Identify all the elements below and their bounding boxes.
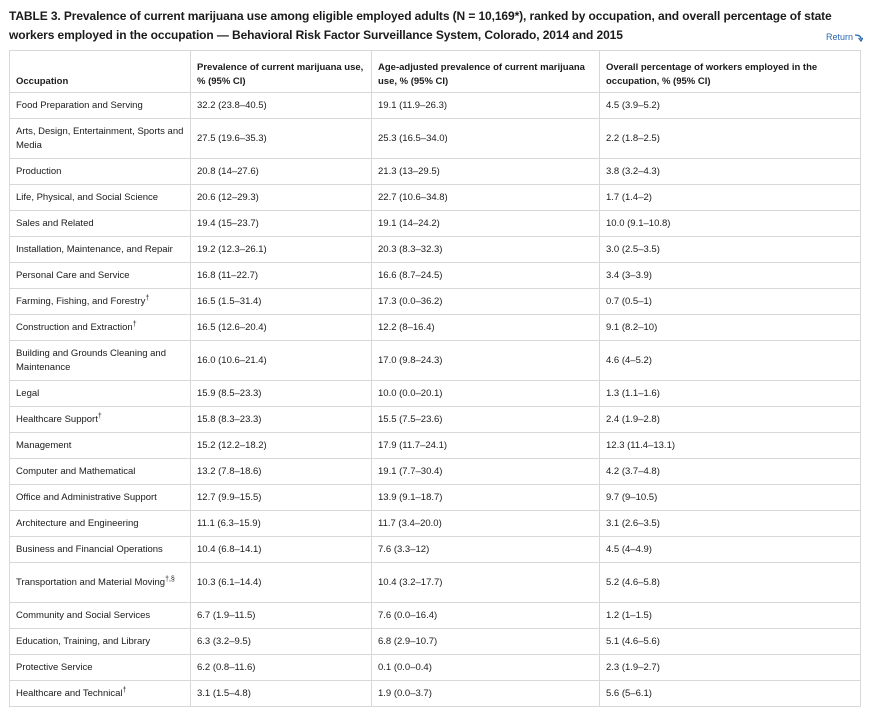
table-row [10, 537, 861, 563]
footnote-mark: † [122, 686, 127, 694]
cell-occupation [10, 185, 191, 211]
header-prevalence: Prevalence of current marijuana use, % (95% CI) [191, 51, 372, 93]
cell-prevalence: 11.1 (6.3–15.9) [191, 511, 372, 537]
cell-age-adjusted: 11.7 (3.4–20.0) [372, 511, 600, 537]
table-row [10, 511, 861, 537]
cell-employed: 0.7 (0.5–1) [600, 289, 861, 315]
cell-prevalence: 16.0 (10.6–21.4) [191, 341, 372, 381]
cell-employed: 3.0 (2.5–3.5) [600, 237, 861, 263]
table-row [10, 563, 861, 603]
cell-employed: 3.8 (3.2–4.3) [600, 159, 861, 185]
cell-employed: 3.1 (2.6–3.5) [600, 511, 861, 537]
occupation-name: Sales and Related [16, 217, 94, 229]
table-row [10, 263, 861, 289]
cell-age-adjusted: 13.9 (9.1–18.7) [372, 485, 600, 511]
table-body [10, 93, 861, 707]
table-header-row [10, 51, 861, 93]
table-title: TABLE 3. Prevalence of current marijuana use among eligible employed adults (N = 10,169*), ranked by occupation, and overall percentage of state workers employed in the occupation — Behavioral Risk Factor Surveillance System, Colorado, 2014 and 2015 [9, 9, 832, 42]
cell-employed: 5.1 (4.6–5.6) [600, 629, 861, 655]
cell-age-adjusted: 1.9 (0.0–3.7) [372, 681, 600, 707]
occupation-name: Education, Training, and Library [16, 635, 151, 647]
table-row [10, 381, 861, 407]
table-row [10, 289, 861, 315]
occupation-name: Arts, Design, Entertainment, Sports and Media [16, 125, 184, 151]
cell-prevalence: 10.3 (6.1–14.4) [191, 563, 372, 603]
cell-age-adjusted: 21.3 (13–29.5) [372, 159, 600, 185]
occupation-name: Architecture and Engineering [16, 517, 139, 529]
cell-age-adjusted: 19.1 (11.9–26.3) [372, 93, 600, 119]
cell-employed: 1.2 (1–1.5) [600, 603, 861, 629]
cell-employed: 4.6 (4–5.2) [600, 341, 861, 381]
cell-employed: 1.3 (1.1–1.6) [600, 381, 861, 407]
occupation-name: Personal Care and Service [16, 269, 130, 281]
table-row [10, 237, 861, 263]
cell-prevalence: 13.2 (7.8–18.6) [191, 459, 372, 485]
table-row [10, 185, 861, 211]
cell-employed: 5.2 (4.6–5.8) [600, 563, 861, 603]
cell-age-adjusted: 19.1 (7.7–30.4) [372, 459, 600, 485]
return-link[interactable] [826, 32, 863, 42]
cell-prevalence: 6.3 (3.2–9.5) [191, 629, 372, 655]
header-occupation: Occupation [10, 51, 191, 93]
cell-prevalence: 15.8 (8.3–23.3) [191, 407, 372, 433]
cell-age-adjusted: 25.3 (16.5–34.0) [372, 119, 600, 159]
cell-prevalence: 16.8 (11–22.7) [191, 263, 372, 289]
table-row [10, 93, 861, 119]
cell-employed: 9.7 (9–10.5) [600, 485, 861, 511]
cell-employed: 2.3 (1.9–2.7) [600, 655, 861, 681]
cell-prevalence: 12.7 (9.9–15.5) [191, 485, 372, 511]
cell-age-adjusted: 19.1 (14–24.2) [372, 211, 600, 237]
table-row [10, 603, 861, 629]
cell-employed: 3.4 (3–3.9) [600, 263, 861, 289]
table-row [10, 681, 861, 707]
cell-employed: 9.1 (8.2–10) [600, 315, 861, 341]
cell-occupation [10, 511, 191, 537]
cell-prevalence: 27.5 (19.6–35.3) [191, 119, 372, 159]
cell-employed: 5.6 (5–6.1) [600, 681, 861, 707]
cell-occupation [10, 211, 191, 237]
footnote-mark: † [145, 294, 150, 302]
table-row [10, 629, 861, 655]
cell-prevalence: 19.2 (12.3–26.1) [191, 237, 372, 263]
footnote-mark: † [132, 320, 137, 328]
cell-occupation [10, 655, 191, 681]
occupation-name: Life, Physical, and Social Science [16, 191, 159, 203]
cell-employed: 2.2 (1.8–2.5) [600, 119, 861, 159]
table-row [10, 211, 861, 237]
cell-employed: 2.4 (1.9–2.8) [600, 407, 861, 433]
occupation-name: Production [16, 165, 62, 177]
table-row [10, 433, 861, 459]
table-caption [9, 7, 867, 45]
cell-occupation [10, 629, 191, 655]
occupation-name: Farming, Fishing, and Forestry [16, 295, 146, 307]
return-arrow-icon [854, 34, 863, 42]
prevalence-table [9, 50, 861, 707]
cell-employed: 4.5 (4–4.9) [600, 537, 861, 563]
cell-age-adjusted: 6.8 (2.9–10.7) [372, 629, 600, 655]
cell-age-adjusted: 10.0 (0.0–20.1) [372, 381, 600, 407]
cell-occupation [10, 537, 191, 563]
cell-age-adjusted: 15.5 (7.5–23.6) [372, 407, 600, 433]
table-row [10, 315, 861, 341]
cell-occupation [10, 485, 191, 511]
cell-prevalence: 16.5 (12.6–20.4) [191, 315, 372, 341]
cell-prevalence: 15.2 (12.2–18.2) [191, 433, 372, 459]
cell-prevalence: 10.4 (6.8–14.1) [191, 537, 372, 563]
cell-employed: 4.2 (3.7–4.8) [600, 459, 861, 485]
cell-age-adjusted: 12.2 (8–16.4) [372, 315, 600, 341]
occupation-name: Legal [16, 387, 40, 399]
cell-age-adjusted: 17.9 (11.7–24.1) [372, 433, 600, 459]
cell-prevalence: 32.2 (23.8–40.5) [191, 93, 372, 119]
occupation-name: Installation, Maintenance, and Repair [16, 243, 173, 255]
cell-occupation [10, 159, 191, 185]
cell-occupation [10, 681, 191, 707]
cell-age-adjusted: 22.7 (10.6–34.8) [372, 185, 600, 211]
occupation-name: Building and Grounds Cleaning and Maintenance [16, 347, 166, 373]
cell-age-adjusted: 7.6 (0.0–16.4) [372, 603, 600, 629]
cell-prevalence: 6.7 (1.9–11.5) [191, 603, 372, 629]
cell-prevalence: 15.9 (8.5–23.3) [191, 381, 372, 407]
cell-prevalence: 19.4 (15–23.7) [191, 211, 372, 237]
cell-occupation [10, 381, 191, 407]
occupation-name: Food Preparation and Serving [16, 99, 143, 111]
cell-age-adjusted: 7.6 (3.3–12) [372, 537, 600, 563]
cell-prevalence: 3.1 (1.5–4.8) [191, 681, 372, 707]
footnote-mark: † [97, 412, 102, 420]
table-row [10, 341, 861, 381]
cell-occupation [10, 341, 191, 381]
cell-prevalence: 6.2 (0.8–11.6) [191, 655, 372, 681]
table-row [10, 459, 861, 485]
cell-employed: 1.7 (1.4–2) [600, 185, 861, 211]
cell-occupation [10, 93, 191, 119]
cell-occupation [10, 459, 191, 485]
cell-age-adjusted: 20.3 (8.3–32.3) [372, 237, 600, 263]
cell-employed: 10.0 (9.1–10.8) [600, 211, 861, 237]
occupation-name: Business and Financial Operations [16, 543, 163, 555]
cell-occupation [10, 289, 191, 315]
cell-occupation [10, 603, 191, 629]
cell-occupation [10, 237, 191, 263]
occupation-name: Computer and Mathematical [16, 465, 136, 477]
table-row [10, 407, 861, 433]
header-employed: Overall percentage of workers employed in the occupation, % (95% CI) [600, 51, 861, 93]
occupation-name: Transportation and Material Moving [16, 576, 166, 588]
cell-prevalence: 16.5 (1.5–31.4) [191, 289, 372, 315]
cell-occupation [10, 119, 191, 159]
occupation-name: Healthcare and Technical [16, 687, 123, 699]
table-row [10, 159, 861, 185]
cell-prevalence: 20.8 (14–27.6) [191, 159, 372, 185]
footnote-mark: †,§ [165, 575, 175, 583]
table-row [10, 485, 861, 511]
table-row [10, 119, 861, 159]
occupation-name: Management [16, 439, 72, 451]
cell-age-adjusted: 16.6 (8.7–24.5) [372, 263, 600, 289]
occupation-name: Healthcare Support [16, 413, 98, 425]
cell-employed: 12.3 (11.4–13.1) [600, 433, 861, 459]
occupation-name: Protective Service [16, 661, 93, 673]
cell-age-adjusted: 17.3 (0.0–36.2) [372, 289, 600, 315]
cell-occupation [10, 263, 191, 289]
cell-occupation [10, 433, 191, 459]
occupation-name: Community and Social Services [16, 609, 151, 621]
cell-age-adjusted: 17.0 (9.8–24.3) [372, 341, 600, 381]
header-age-adjusted: Age-adjusted prevalence of current marijuana use, % (95% CI) [372, 51, 600, 93]
cell-occupation [10, 563, 191, 603]
table-row [10, 655, 861, 681]
cell-age-adjusted: 10.4 (3.2–17.7) [372, 563, 600, 603]
cell-prevalence: 20.6 (12–29.3) [191, 185, 372, 211]
return-label: Return [825, 32, 853, 42]
cell-occupation [10, 407, 191, 433]
occupation-name: Office and Administrative Support [16, 491, 157, 503]
cell-occupation [10, 315, 191, 341]
cell-age-adjusted: 0.1 (0.0–0.4) [372, 655, 600, 681]
cell-employed: 4.5 (3.9–5.2) [600, 93, 861, 119]
occupation-name: Construction and Extraction [16, 321, 133, 333]
